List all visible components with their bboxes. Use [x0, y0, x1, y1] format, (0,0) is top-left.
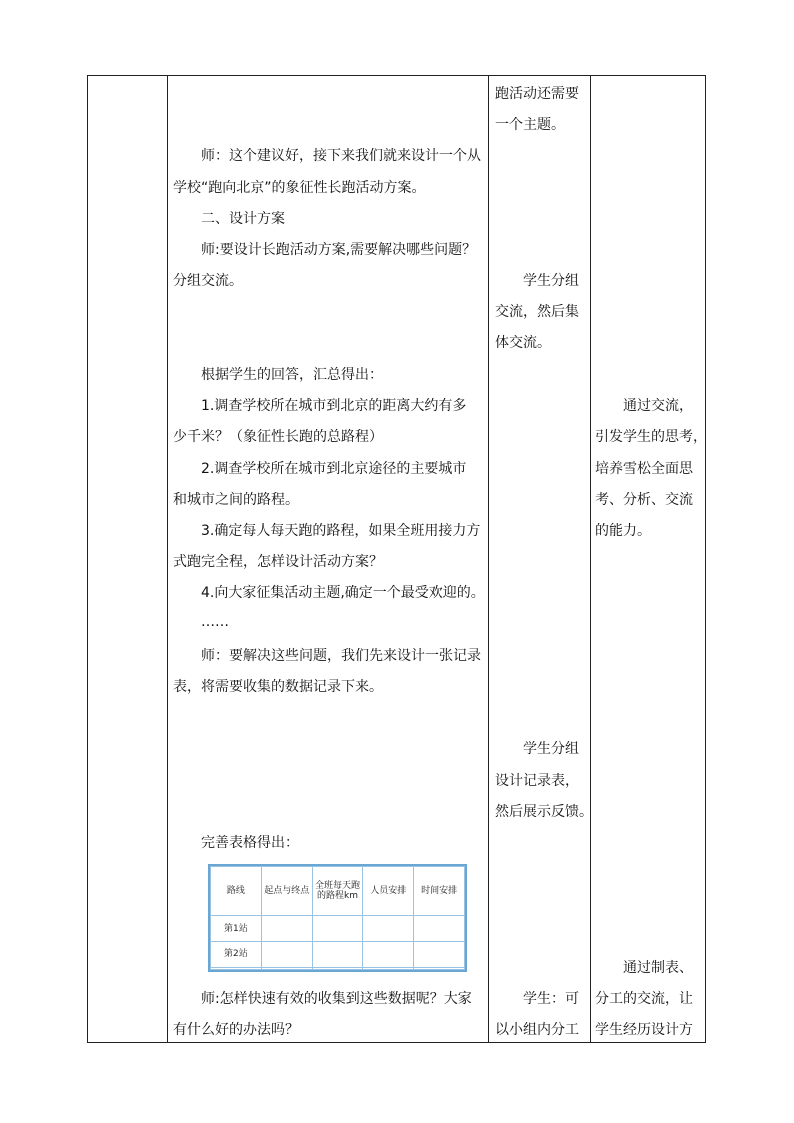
main-line: 有什么好的办法吗？: [173, 1022, 299, 1038]
record-table-cell: [414, 967, 465, 969]
intent-line: 培养雪松全面思: [595, 461, 693, 477]
main-line: 完善表格得出：: [201, 835, 299, 851]
record-table-row: [211, 916, 465, 942]
main-line: 3.确定每人每天跑的路程，如果全班用接力方: [201, 523, 481, 539]
record-table-cell: [312, 967, 363, 969]
intent-line: 的能力。: [595, 523, 651, 539]
main-line: 学校“跑向北京”的象征性长跑活动方案。: [173, 180, 426, 196]
record-table-cell: [211, 967, 262, 969]
main-line: 师:要设计长跑活动方案,需要解决哪些问题？: [201, 242, 477, 258]
record-table-cell: [261, 941, 312, 967]
record-table-cell: [414, 941, 465, 967]
intent-line: 考、分析、交流: [595, 492, 693, 508]
record-table-header: 人员安排: [363, 867, 414, 916]
student-line: 然后展示反馈。: [495, 804, 593, 820]
column-divider-1: [167, 75, 168, 1043]
main-line: 和城市之间的路程。: [173, 492, 299, 508]
record-table-header: 路线: [211, 867, 262, 916]
record-table: [208, 864, 467, 972]
column-divider-3: [590, 75, 591, 1043]
student-line: 学生分组: [523, 273, 579, 289]
record-table-row: [211, 941, 465, 967]
student-line: 一个主题。: [495, 117, 565, 133]
main-line: 4.向大家征集活动主题,确定一个最受欢迎的。: [201, 585, 485, 601]
record-table-cell: [363, 916, 414, 942]
main-line: 式跑完全程，怎样设计活动方案？: [173, 554, 383, 570]
main-line: 根据学生的回答，汇总得出：: [201, 367, 383, 383]
record-table-cell: [414, 916, 465, 942]
student-line: 跑活动还需要: [495, 86, 579, 102]
intent-line: 学生经历设计方: [595, 1022, 693, 1038]
student-line: 学生：可: [523, 991, 579, 1007]
main-line: 师:怎样快速有效的收集到这些数据呢？大家: [201, 991, 472, 1007]
record-table-cell: [261, 967, 312, 969]
record-table-row: [211, 967, 465, 969]
intent-line: 分工的交流，让: [595, 991, 693, 1007]
main-line: 分组交流。: [173, 273, 243, 289]
student-line: 体交流。: [495, 335, 551, 351]
intent-line: 通过交流，: [623, 398, 693, 414]
student-line: 学生分组: [523, 741, 579, 757]
record-table-cell: 第1站: [211, 916, 262, 942]
record-table-header: 全班每天跑的路程km: [312, 867, 363, 916]
main-line: 表，将需要收集的数据记录下来。: [173, 679, 383, 695]
record-table-header: 时间安排: [414, 867, 465, 916]
main-line: 师：这个建议好，接下来我们就来设计一个从: [201, 148, 481, 164]
record-table-header: 起点与终点: [261, 867, 312, 916]
column-divider-2: [488, 75, 489, 1043]
record-table-cell: [261, 916, 312, 942]
intent-line: 引发学生的思考，: [595, 429, 707, 445]
record-table-cell: [363, 941, 414, 967]
main-line: 二、设计方案: [201, 211, 285, 227]
main-line: 2.调查学校所在城市到北京途径的主要城市: [201, 461, 467, 477]
record-table-header-row: [211, 867, 465, 916]
main-line: 1.调查学校所在城市到北京的距离大约有多: [201, 398, 467, 414]
student-line: 设计记录表，: [495, 773, 579, 789]
record-table-cell: [312, 916, 363, 942]
main-line: ……: [201, 614, 229, 630]
student-line: 交流，然后集: [495, 304, 579, 320]
intent-line: 通过制表、: [623, 960, 693, 976]
record-table-cell: [363, 967, 414, 969]
record-table-cell: 第2站: [211, 941, 262, 967]
student-line: 以小组内分工: [495, 1022, 579, 1038]
main-line: 师：要解决这些问题，我们先来设计一张记录: [201, 648, 481, 664]
main-line: 少千米？（象征性长跑的总路程）: [173, 429, 383, 445]
record-table-cell: [312, 941, 363, 967]
